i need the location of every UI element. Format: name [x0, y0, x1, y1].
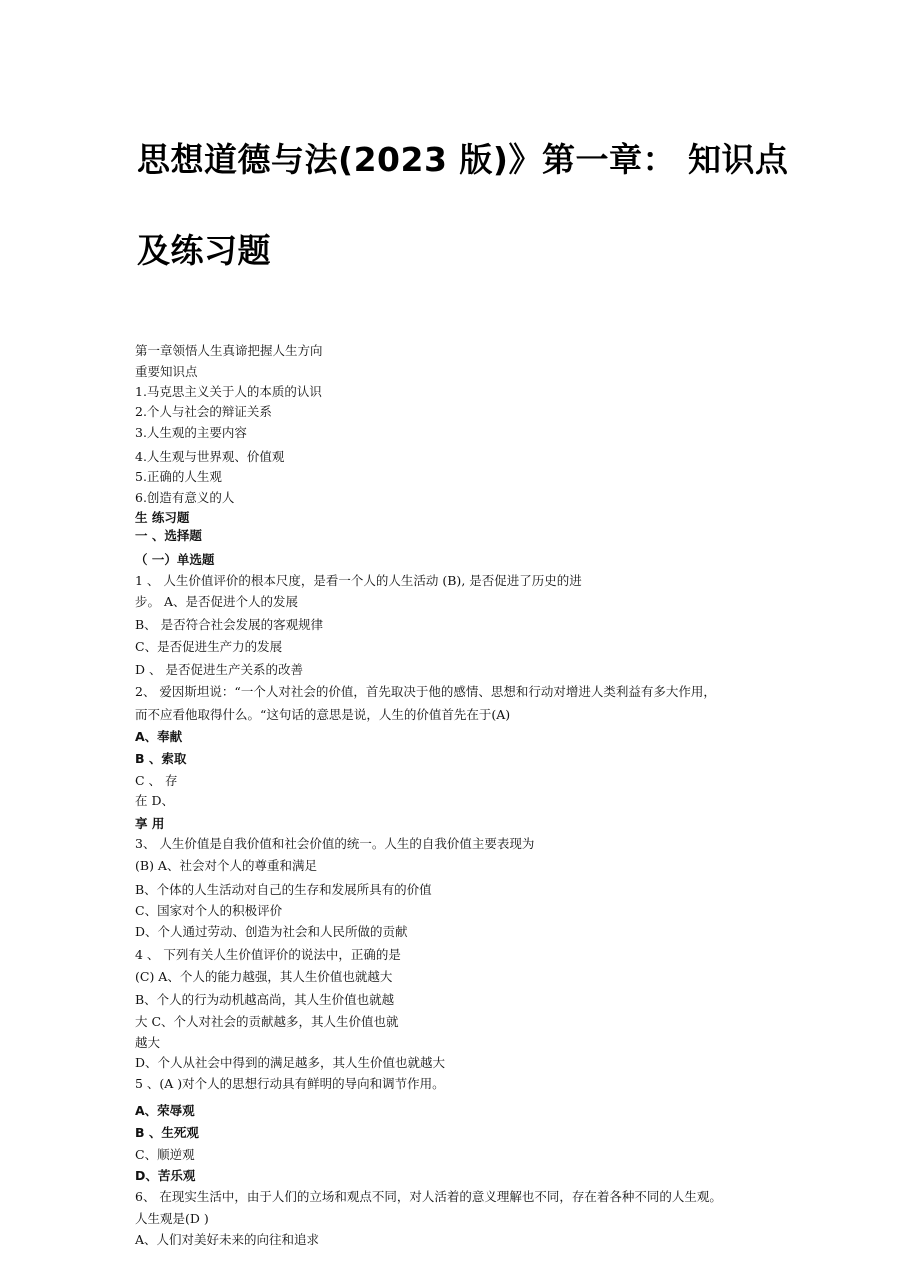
text-line: C、顺逆观 [135, 1147, 195, 1162]
document-title-line-1: 思想道德与法(2023 版)》第一章： 知识点 [137, 140, 789, 179]
text-line: 步。 A、是否促进个人的发展 [135, 594, 299, 609]
text-line: D、苦乐观 [135, 1168, 196, 1183]
text-line: 第一章领悟人生真谛把握人生方向 [135, 343, 323, 358]
text-line: A、奉献 [135, 729, 183, 744]
text-line: 大 C、个人对社会的贡献越多，其人生价值也就 [135, 1014, 399, 1029]
text-line: 4 、 下列有关人生价值评价的说法中，正确的是 [135, 947, 401, 962]
text-line: 5.正确的人生观 [135, 469, 222, 484]
text-line: 3.人生观的主要内容 [135, 425, 247, 440]
text-line: 6.创造有意义的人 [135, 490, 235, 505]
text-line: D、个人从社会中得到的满足越多，其人生价值也就越大 [135, 1055, 446, 1070]
text-line: 4.人生观与世界观、价值观 [135, 449, 285, 464]
text-line: C、国家对个人的积极评价 [135, 903, 283, 918]
text-line: D 、 是否促进生产关系的改善 [135, 662, 303, 677]
text-line: 5 、(A )对个人的思想行动具有鲜明的导向和调节作用。 [135, 1076, 445, 1091]
text-line: 2、 爱因斯坦说：“一个人对社会的价值，首先取决于他的感情、思想和行动对增进人类利益有多大作用， [135, 684, 716, 699]
text-line: A、人们对美好未来的向往和追求 [135, 1232, 320, 1247]
text-line: A、荣辱观 [135, 1103, 195, 1118]
text-line: （ 一）单选题 [135, 552, 215, 567]
text-line: B、 是否符合社会发展的客观规律 [135, 617, 324, 632]
text-line: (C) A、个人的能力越强，其人生价值也就越大 [135, 969, 393, 984]
text-line: B、个人的行为动机越高尚，其人生价值也就越 [135, 992, 395, 1007]
text-line: D、个人通过劳动、创造为社会和人民所做的贡献 [135, 924, 408, 939]
text-line: 2.个人与社会的辩证关系 [135, 404, 272, 419]
text-line: 生 练习题 [135, 510, 190, 525]
text-line: 6、 在现实生活中，由于人们的立场和观点不同，对人活着的意义理解也不同，存在着各种不同的人生观。 [135, 1189, 722, 1204]
text-line: 而不应看他取得什么。“这句话的意思是说，人生的价值首先在于(A) [135, 707, 511, 722]
text-line: 在 D、 [135, 793, 174, 808]
text-line: 人生观是(D ) [135, 1211, 209, 1226]
text-line: 享 用 [135, 816, 165, 831]
text-line: B 、索取 [135, 751, 187, 766]
text-line: C、是否促进生产力的发展 [135, 639, 283, 654]
text-line: 3、 人生价值是自我价值和社会价值的统一。人生的自我价值主要表现为 [135, 836, 535, 851]
text-line: 1 、 人生价值评价的根本尺度，是看一个人的人生活动 (B), 是否促进了历史的进 [135, 573, 582, 588]
text-line: B 、生死观 [135, 1125, 199, 1140]
text-line: 重要知识点 [135, 364, 198, 379]
text-line: 越大 [135, 1035, 161, 1050]
text-line: B、个体的人生活动对自己的生存和发展所具有的价值 [135, 882, 432, 897]
text-line: (B) A、社会对个人的尊重和满足 [135, 858, 317, 873]
text-line: C 、 存 [135, 773, 178, 788]
text-line: 一 、选择题 [135, 528, 202, 543]
document-title-line-2: 及练习题 [137, 231, 271, 270]
text-line: 1.马克思主义关于人的本质的认识 [135, 384, 322, 399]
